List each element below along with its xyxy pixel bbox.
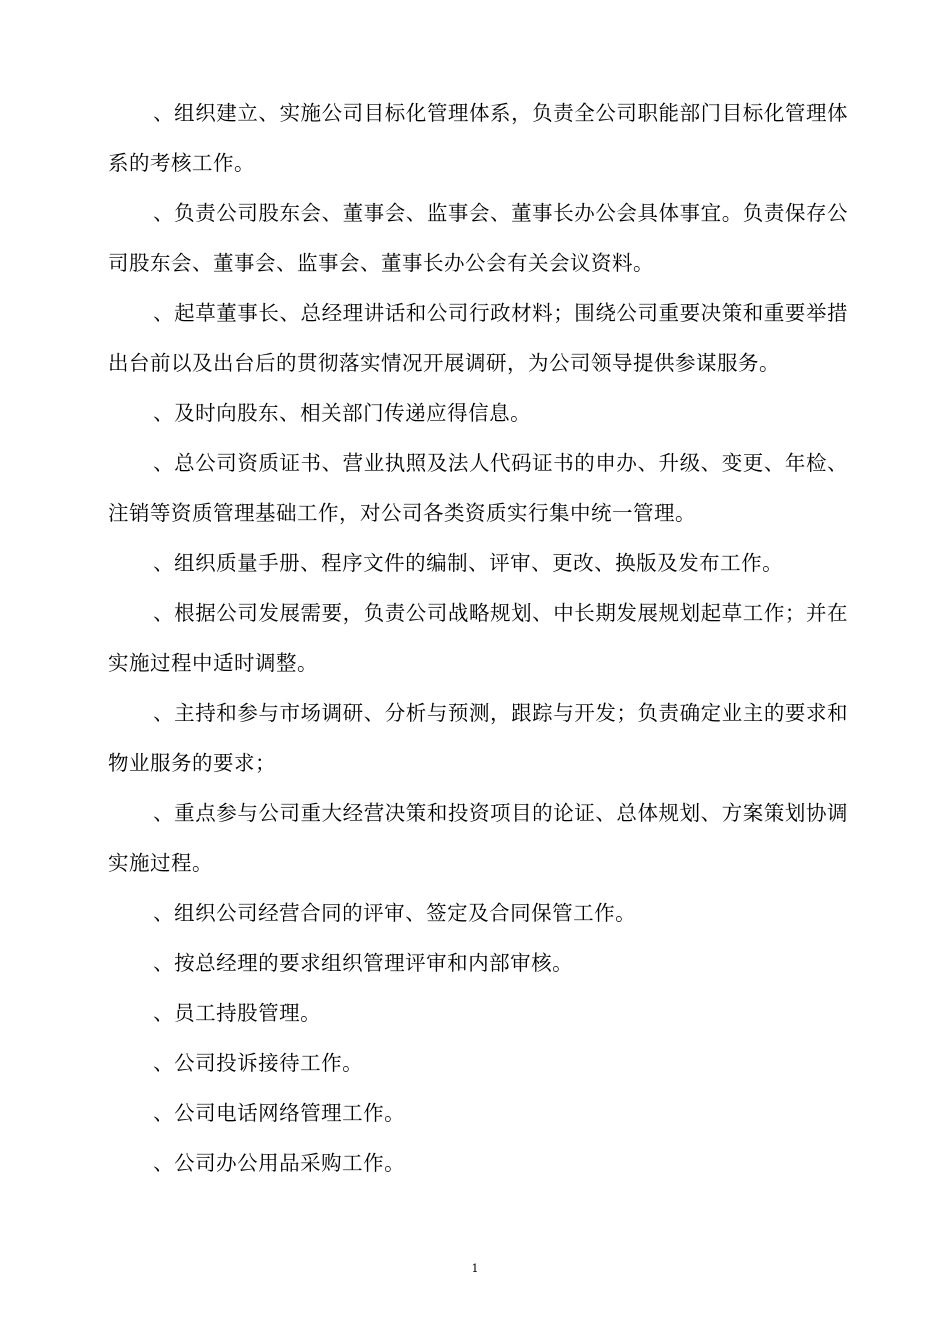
paragraph-13: 、公司投诉接待工作。 [153, 1051, 364, 1075]
paragraph-7: 、根据公司发展需要，负责公司战略规划、中长期发展规划起草工作；并在实施过程中适时调整。 [108, 601, 848, 675]
paragraph-2: 、负责公司股东会、董事会、监事会、董事长办公会具体事宜。负责保存公司股东会、董事会、监事会、董事长办公会有关会议资料。 [108, 201, 848, 275]
paragraph-3: 、起草董事长、总经理讲话和公司行政材料；围绕公司重要决策和重要举措出台前以及出台后的贯彻落实情况开展调研，为公司领导提供参谋服务。 [108, 301, 848, 375]
paragraph-14: 、公司电话网络管理工作。 [153, 1101, 406, 1125]
paragraph-9: 、重点参与公司重大经营决策和投资项目的论证、总体规划、方案策划协调实施过程。 [108, 801, 848, 875]
paragraph-10: 、组织公司经营合同的评审、签定及合同保管工作。 [153, 901, 637, 925]
paragraph-15: 、公司办公用品采购工作。 [153, 1151, 406, 1175]
paragraph-12: 、员工持股管理。 [153, 1001, 322, 1025]
document-body [108, 88, 848, 1188]
paragraph-1: 、组织建立、实施公司目标化管理体系，负责全公司职能部门目标化管理体系的考核工作。 [108, 101, 848, 175]
paragraph-8: 、主持和参与市场调研、分析与预测，跟踪与开发；负责确定业主的要求和物业服务的要求； [108, 701, 848, 775]
paragraph-6: 、组织质量手册、程序文件的编制、评审、更改、换版及发布工作。 [153, 551, 784, 575]
paragraph-4: 、及时向股东、相关部门传递应得信息。 [153, 401, 532, 425]
page-number: 1 [471, 1262, 479, 1275]
paragraph-5: 、总公司资质证书、营业执照及法人代码证书的申办、升级、变更、年检、注销等资质管理基础工作，对公司各类资质实行集中统一管理。 [108, 451, 848, 525]
paragraph-11: 、按总经理的要求组织管理评审和内部审核。 [153, 951, 574, 975]
